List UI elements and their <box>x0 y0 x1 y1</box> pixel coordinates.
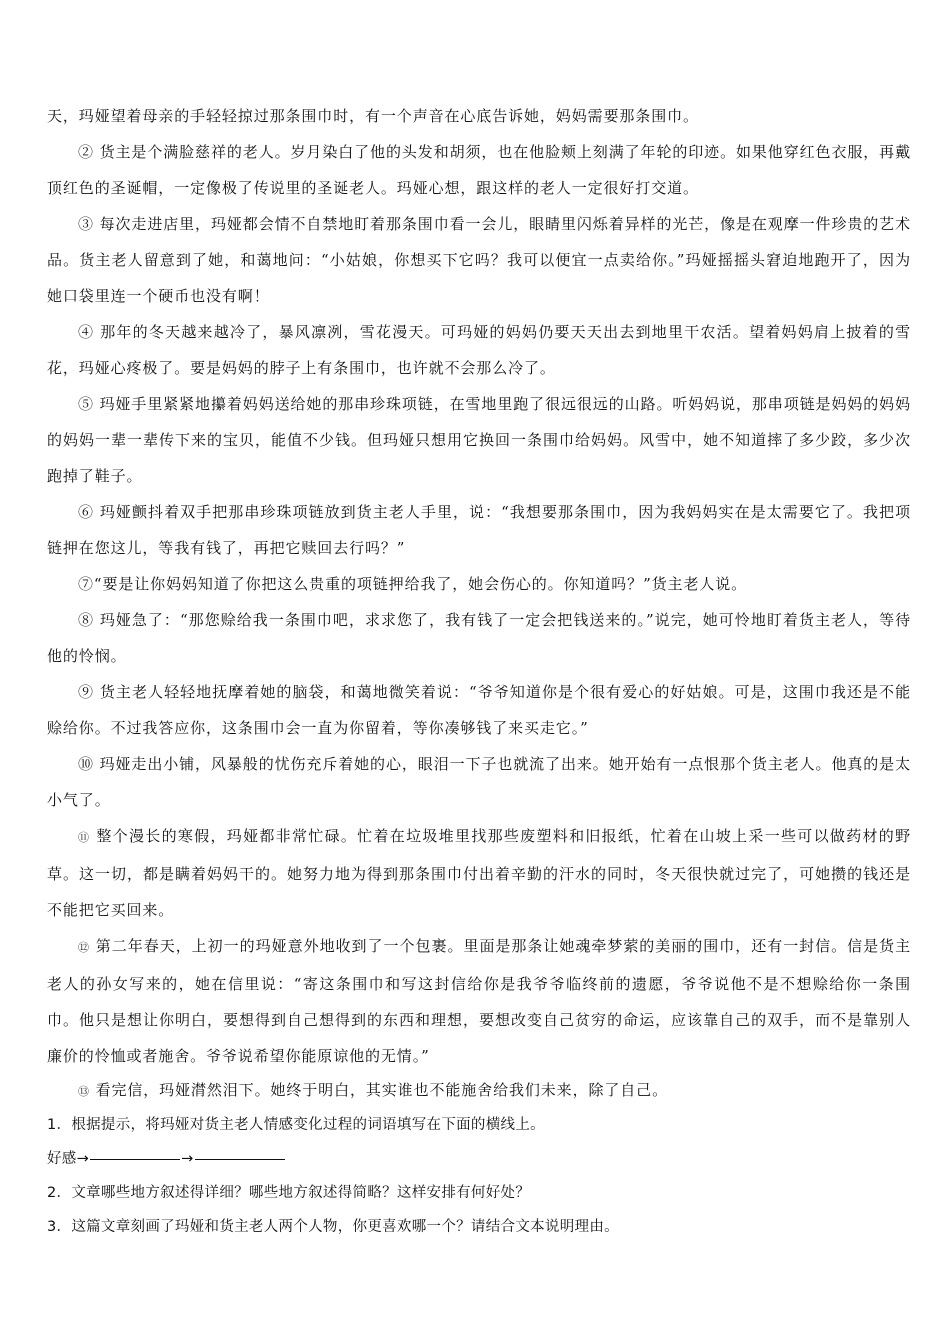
story-paragraph-4: ④ 那年的冬天越来越冷了，暴风凛冽，雪花漫天。可玛娅的妈妈仍要天天出去到地里干农活。望着妈妈肩上披着的雪花，玛娅心疼极了。要是妈妈的脖子上有条围巾，也许就不会那么冷了。 <box>47 323 911 377</box>
story-paragraph-13-text: 看完信，玛娅潸然泪下。她终于明白，其实谁也不能施舍给我们未来，除了自己。 <box>89 1081 668 1099</box>
story-paragraph-11-text: 整个漫长的寒假，玛娅都非常忙碌。忙着在垃圾堆里找那些废塑料和旧报纸，忙着在山坡上采一些可以做药材的野草。这一切，都是瞒着妈妈干的。她努力地为得到那条围巾付出着辛勤的汗水的同时，冬天很快就过完了，可她攒的钱还是不能把它买回来。 <box>47 827 911 919</box>
arrow-2: → <box>181 1151 194 1167</box>
question-1-answer-line <box>47 1142 911 1176</box>
story-paragraph-13 <box>47 1074 911 1108</box>
answer-start-word: 好感 <box>47 1151 77 1167</box>
paragraph-number-11: ⑪ <box>78 831 91 844</box>
story-paragraph-2: ② 货主是个满脸慈祥的老人。岁月染白了他的头发和胡须，也在他脸颊上刻满了年轮的印迹。如果他穿红色衣服，再戴顶红色的圣诞帽，一定像极了传说里的圣诞老人。玛娅心想，跟这样的老人一定很好打交道。 <box>47 143 911 197</box>
story-paragraph-7: ⑦“要是让你妈妈知道了你把这么贵重的项链押给我了，她会伤心的。你知道吗？”货主老人说。 <box>78 575 748 593</box>
answer-blank-1[interactable] <box>90 1158 180 1160</box>
story-paragraph-11 <box>47 818 911 928</box>
question-1: 1．根据提示，将玛娅对货主老人情感变化过程的词语填写在下面的横线上。 <box>47 1117 545 1133</box>
story-paragraph-10: ⑩ 玛娅走出小铺，风暴般的忧伤充斥着她的心，眼泪一下子也就流了出来。她开始有一点恨那个货主老人。他真的是太小气了。 <box>47 755 911 809</box>
arrow-1: → <box>76 1151 90 1167</box>
story-paragraph-6: ⑥ 玛娅颤抖着双手把那串珍珠项链放到货主老人手里，说：“我想要那条围巾，因为我妈妈实在是太需要它了。我把项链押在您这儿，等我有钱了，再把它赎回去行吗？” <box>47 503 911 557</box>
story-paragraph-12-text: 第二年春天，上初一的玛娅意外地收到了一个包裹。里面是那条让她魂牵梦萦的美丽的围巾，还有一封信。信是货主老人的孙女写来的，她在信里说：“寄这条围巾和写这封信给你是我爷爷临终前的遗愿，爷爷说他不是不想赊给你一条围巾。他只是想让你明白，要想得到自己想得到的东西和理想，要想改变自己贫穷的命运，应该靠自己的双手，而不是靠别人廉价的怜恤或者施舍。爷爷说希望你能原谅他的无情。” <box>47 937 912 1065</box>
question-2: 2．文章哪些地方叙述得详细？哪些地方叙述得简略？这样安排有何好处？ <box>47 1185 531 1201</box>
document-page <box>47 98 911 1244</box>
paragraph-number-12: ⑫ <box>78 941 90 954</box>
story-paragraph-12 <box>47 928 911 1074</box>
story-paragraph-5: ⑤ 玛娅手里紧紧地攥着妈妈送给她的那串珍珠项链，在雪地里跑了很远很远的山路。听妈妈说，那串项链是妈妈的妈妈的妈妈一辈一辈传下来的宝贝，能值不少钱。但玛娅只想用它换回一条围巾给妈妈。风雪中，她不知道摔了多少跤，多少次跑掉了鞋子。 <box>47 395 911 485</box>
story-paragraph-3: ③ 每次走进店里，玛娅都会情不自禁地盯着那条围巾看一会儿，眼睛里闪烁着异样的光芒，像是在观摩一件珍贵的艺术品。货主老人留意到了她，和蔼地问：“小姑娘，你想买下它吗？我可以便宜一点卖给你。”玛娅摇摇头窘迫地跑开了，因为她口袋里连一个硬币也没有啊！ <box>47 215 911 305</box>
question-3: 3．这篇文章刻画了玛娅和货主老人两个人物，你更喜欢哪一个？请结合文本说明理由。 <box>47 1219 619 1235</box>
paragraph-number-13: ⑬ <box>78 1085 90 1098</box>
answer-blank-2[interactable] <box>195 1158 285 1160</box>
story-paragraph-8: ⑧ 玛娅急了：“那您赊给我一条围巾吧，求求您了，我有钱了一定会把钱送来的。”说完，她可怜地盯着货主老人，等待他的怜悯。 <box>47 611 911 665</box>
story-paragraph-9: ⑨ 货主老人轻轻地抚摩着她的脑袋，和蔼地微笑着说：“爷爷知道你是个很有爱心的好姑娘。可是，这围巾我还是不能赊给你。不过我答应你，这条围巾会一直为你留着，等你凑够钱了来买走它。” <box>47 683 911 737</box>
story-paragraph-1-end: 天，玛娅望着母亲的手轻轻掠过那条围巾时，有一个声音在心底告诉她，妈妈需要那条围巾。 <box>47 107 699 125</box>
